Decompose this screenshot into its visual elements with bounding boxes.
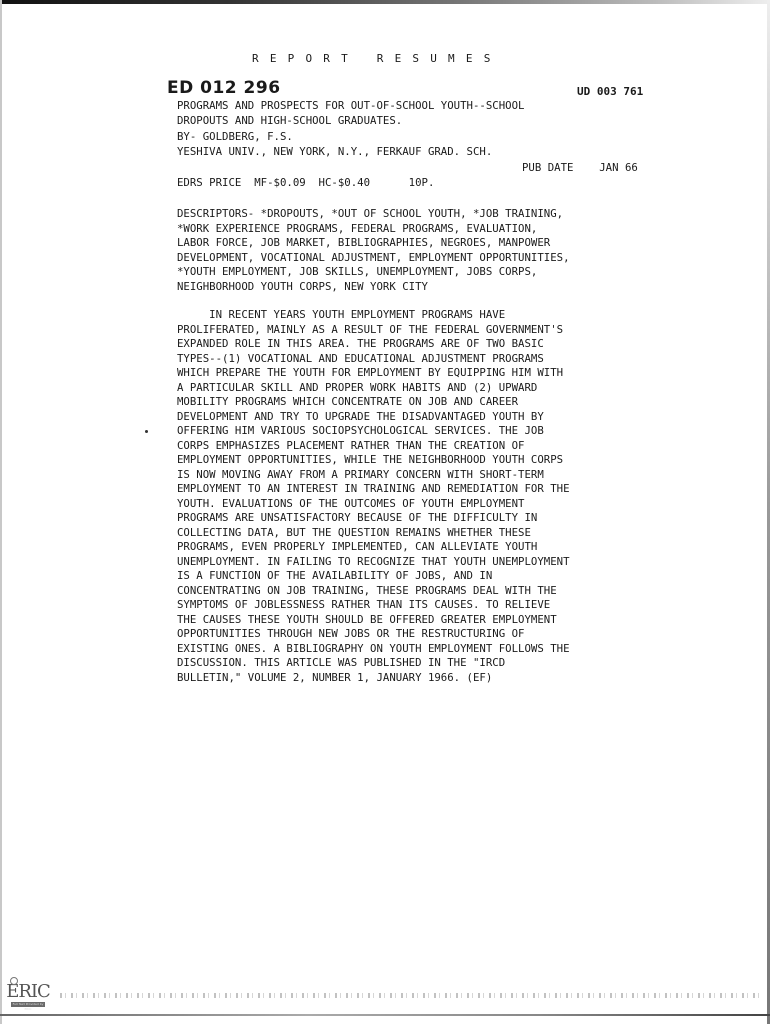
descriptor-line: DESCRIPTORS- *DROPOUTS, *OUT OF SCHOOL YOUTH, *JOB TRAINING,: [177, 207, 564, 220]
abstract-line: COLLECTING DATA, BUT THE QUESTION REMAINS WHETHER THESE: [177, 525, 531, 539]
abstract-line: A PARTICULAR SKILL AND PROPER WORK HABITS AND (2) UPWARD: [177, 380, 538, 394]
abstract-line: EXPANDED ROLE IN THIS AREA. THE PROGRAMS ARE OF TWO BASIC: [177, 337, 544, 350]
abstract-line: WHICH PREPARE THE YOUTH FOR EMPLOYMENT BY EQUIPPING HIM WITH: [177, 366, 564, 379]
stray-ink-mark: [145, 430, 148, 433]
scan-edge-left: [0, 0, 2, 1024]
descriptor-line: *WORK EXPERIENCE PROGRAMS, FEDERAL PROGRAMS, EVALUATION,: [177, 221, 538, 235]
abstract-block: [177, 308, 570, 685]
abstract-line: DEVELOPMENT AND TRY TO UPGRADE THE DISADVANTAGED YOUTH BY: [177, 409, 544, 423]
eric-logo-text: ERIC: [6, 981, 50, 1002]
abstract-line: CONCENTRATING ON JOB TRAINING, THESE PROGRAMS DEAL WITH THE: [177, 583, 557, 597]
abstract-line: OPPORTUNITIES THROUGH NEW JOBS OR THE RESTRUCTURING OF: [177, 627, 525, 640]
abstract-line: IS A FUNCTION OF THE AVAILABILITY OF JOBS, AND IN: [177, 569, 493, 582]
abstract-line: EXISTING ONES. A BIBLIOGRAPHY ON YOUTH EMPLOYMENT FOLLOWS THE: [177, 641, 570, 655]
descriptor-line: NEIGHBORHOOD YOUTH CORPS, NEW YORK CITY: [177, 279, 428, 293]
descriptor-line: *YOUTH EMPLOYMENT, JOB SKILLS, UNEMPLOYMENT, JOBS CORPS,: [177, 265, 538, 278]
scan-noise-footer: [60, 993, 760, 998]
institution-line: YESHIVA UNIV., NEW YORK, N.Y., FERKAUF GRAD. SCH.: [177, 145, 493, 158]
document-title-line-1: PROGRAMS AND PROSPECTS FOR OUT-OF-SCHOOL YOUTH--SCHOOL: [177, 99, 525, 112]
abstract-line: IN RECENT YEARS YOUTH EMPLOYMENT PROGRAMS HAVE: [177, 308, 506, 321]
abstract-line: PROGRAMS ARE UNSATISFACTORY BECAUSE OF THE DIFFICULTY IN: [177, 511, 538, 524]
abstract-line: EMPLOYMENT TO AN INTEREST IN TRAINING AND REMEDIATION FOR THE: [177, 482, 570, 495]
abstract-line: PROGRAMS, EVEN PROPERLY IMPLEMENTED, CAN ALLEVIATE YOUTH: [177, 540, 538, 553]
descriptor-line: LABOR FORCE, JOB MARKET, BIBLIOGRAPHIES, NEGROES, MANPOWER: [177, 236, 551, 249]
abstract-line: BULLETIN," VOLUME 2, NUMBER 1, JANUARY 1966. (EF): [177, 670, 493, 684]
abstract-line: TYPES--(1) VOCATIONAL AND EDUCATIONAL ADJUSTMENT PROGRAMS: [177, 351, 544, 365]
document-title-line-2: DROPOUTS AND HIGH-SCHOOL GRADUATES.: [177, 114, 403, 127]
abstract-line: PROLIFERATED, MAINLY AS A RESULT OF THE FEDERAL GOVERNMENT'S: [177, 322, 564, 336]
abstract-line: IS NOW MOVING AWAY FROM A PRIMARY CONCERN WITH SHORT-TERM: [177, 467, 544, 481]
abstract-line: SYMPTOMS OF JOBLESSNESS RATHER THAN ITS CAUSES. TO RELIEVE: [177, 598, 551, 611]
scan-edge-top: [0, 0, 770, 4]
eric-logo-dot-icon: [10, 977, 18, 985]
eric-logo: [6, 981, 50, 1011]
ud-accession-number: UD 003 761: [577, 85, 644, 98]
author-line: BY- GOLDBERG, F.S.: [177, 130, 293, 143]
descriptors-block: [177, 207, 570, 294]
abstract-line: UNEMPLOYMENT. IN FAILING TO RECOGNIZE THAT YOUTH UNEMPLOYMENT: [177, 554, 570, 568]
abstract-line: CORPS EMPHASIZES PLACEMENT RATHER THAN THE CREATION OF: [177, 438, 525, 452]
pub-date: PUB DATE JAN 66: [522, 161, 638, 174]
abstract-line: MOBILITY PROGRAMS WHICH CONCENTRATE ON JOB AND CAREER: [177, 395, 519, 408]
scan-edge-bottom: [0, 1014, 770, 1016]
report-resumes-heading: REPORT RESUMES: [252, 52, 502, 65]
abstract-line: DISCUSSION. THIS ARTICLE WAS PUBLISHED IN THE "IRCD: [177, 656, 506, 669]
ed-accession-number: ED 012 296: [167, 78, 281, 98]
abstract-line: THE CAUSES THESE YOUTH SHOULD BE OFFERED GREATER EMPLOYMENT: [177, 612, 557, 626]
edrs-price-line: EDRS PRICE MF-$0.09 HC-$0.40 10P.: [177, 176, 435, 189]
abstract-line: YOUTH. EVALUATIONS OF THE OUTCOMES OF YOUTH EMPLOYMENT: [177, 496, 525, 510]
abstract-line: OFFERING HIM VARIOUS SOCIOPSYCHOLOGICAL SERVICES. THE JOB: [177, 424, 544, 437]
abstract-line: EMPLOYMENT OPPORTUNITIES, WHILE THE NEIGHBORHOOD YOUTH CORPS: [177, 453, 564, 466]
eric-logo-subtext: Full Text Provided by ERIC: [12, 1002, 44, 1011]
descriptor-line: DEVELOPMENT, VOCATIONAL ADJUSTMENT, EMPLOYMENT OPPORTUNITIES,: [177, 250, 570, 264]
